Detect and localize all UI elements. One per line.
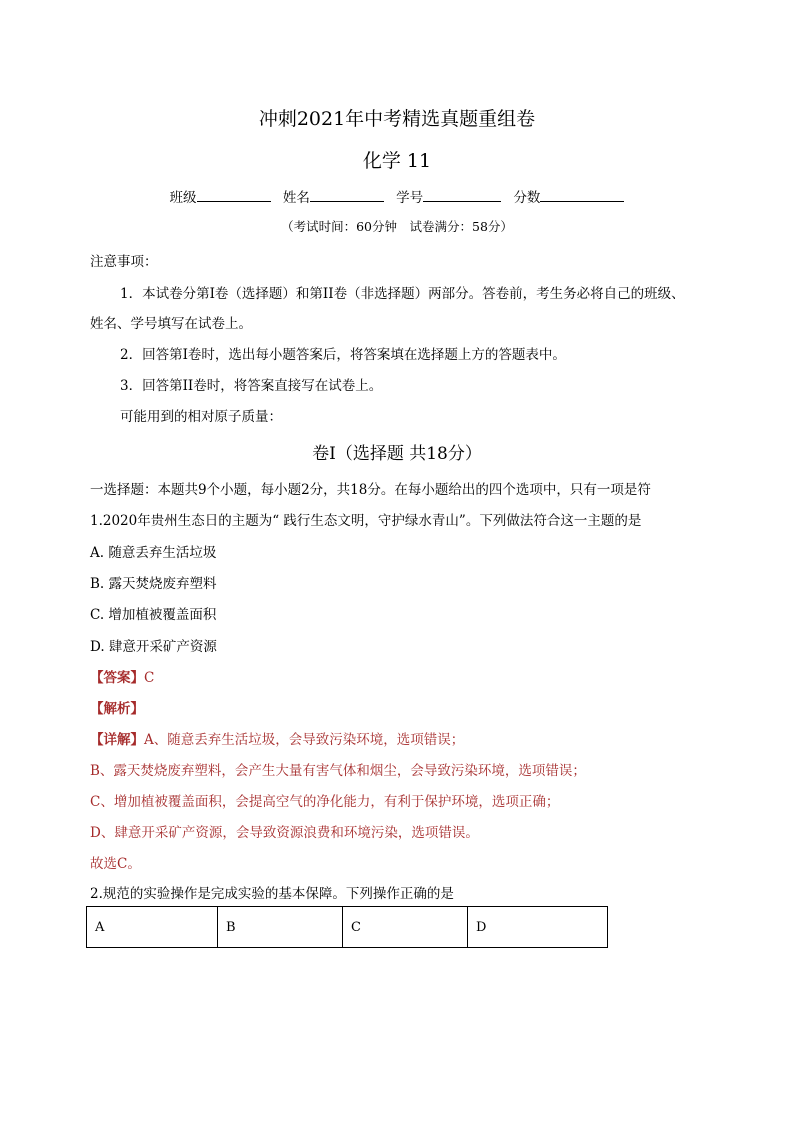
- question-1-option-c: C. 增加植被覆盖面积: [90, 607, 217, 623]
- table-cell-c: C: [343, 907, 468, 948]
- answer-value: C: [144, 670, 155, 686]
- notice-item-3: 3．回答第II卷时，将答案直接写在试卷上。: [120, 378, 383, 394]
- table-cell-d: D: [468, 907, 608, 948]
- question-1-stem: 1.2020年贵州生态日的主题为“ 践行生态文明，守护绿水青山”。下列做法符合这一主题的是: [90, 513, 642, 529]
- student-info-fields: [0, 186, 794, 206]
- detail-line-a: 【详解】A、随意丢弃生活垃圾，会导致污染环境，选项错误；: [90, 732, 465, 748]
- question-2-stem: 2.规范的实验操作是完成实验的基本保障。下列操作正确的是: [90, 886, 454, 902]
- conclusion: 故选C。: [90, 856, 141, 872]
- question-1-option-d: D. 肆意开采矿产资源: [90, 639, 217, 655]
- notice-item-1-cont: 姓名、学号填写在试卷上。: [90, 316, 252, 332]
- detail-label: 【详解】: [90, 732, 144, 748]
- analysis-label: 【解析】: [90, 701, 144, 717]
- table-cell-a: A: [87, 907, 218, 948]
- field-student-id: 学号: [396, 186, 501, 206]
- answer-label: 【答案】: [90, 670, 144, 686]
- notice-heading: 注意事项：: [90, 254, 158, 270]
- field-class: 班级: [170, 186, 271, 206]
- detail-line-b: B、露天焚烧废弃塑料，会产生大量有害气体和烟尘，会导致污染环境，选项错误；: [90, 763, 586, 779]
- section-intro: 一选择题：本题共9个小题，每小题2分，共18分。在每小题给出的四个选项中，只有一项是符: [90, 482, 651, 498]
- section-title: 卷Ⅰ（选择题 共18分）: [312, 444, 482, 464]
- question-1-option-a: A. 随意丢弃生活垃圾: [90, 545, 217, 561]
- table-row: [87, 907, 608, 948]
- page-title: 冲刺2021年中考精选真题重组卷: [258, 108, 536, 130]
- answer-line: [90, 666, 154, 686]
- page-subtitle: 化学 11: [362, 150, 432, 172]
- question-2-options-table: [86, 906, 608, 948]
- table-cell-b: B: [218, 907, 343, 948]
- notice-item-2: 2．回答第I卷时，选出每小题答案后，将答案填在选择题上方的答题表中。: [120, 347, 566, 363]
- exam-time-info: （考试时间：60分钟 试卷满分：58分）: [281, 219, 513, 234]
- atomic-mass-note: 可能用到的相对原子质量：: [120, 409, 282, 425]
- notice-item-1: 1．本试卷分第I卷（选择题）和第II卷（非选择题）两部分。答卷前，考生务必将自己的班级、: [120, 286, 685, 302]
- field-name: 姓名: [283, 186, 384, 206]
- detail-line-d: D、肆意开采矿产资源，会导致资源浪费和环境污染，选项错误。: [90, 825, 479, 841]
- detail-line-c: C、增加植被覆盖面积，会提高空气的净化能力，有利于保护环境，选项正确；: [90, 794, 560, 810]
- question-1-option-b: B. 露天焚烧废弃塑料: [90, 576, 217, 592]
- field-score: 分数: [513, 186, 624, 206]
